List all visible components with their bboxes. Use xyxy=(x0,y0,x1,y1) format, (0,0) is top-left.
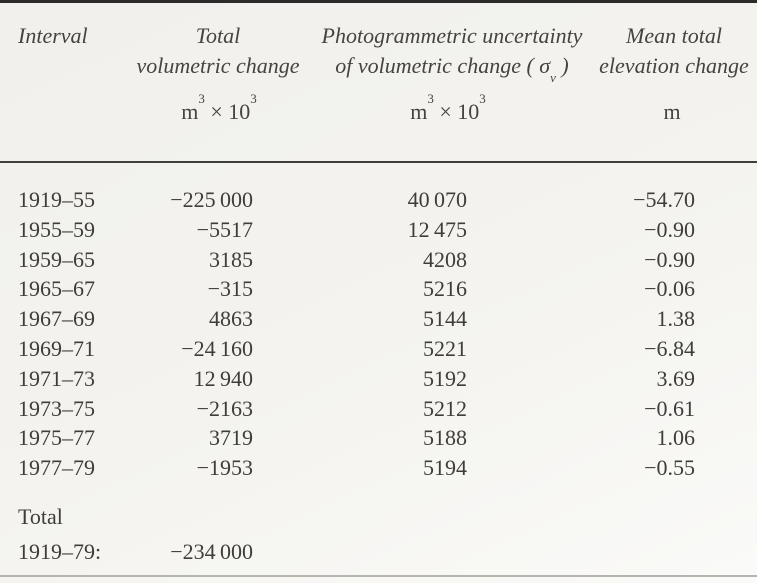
table-row xyxy=(0,215,757,245)
total-volumetric-change-cell: 4863 xyxy=(209,306,253,332)
units-mean-elevation-change: m xyxy=(663,99,681,124)
column-header-interval-label: Interval xyxy=(18,23,88,48)
table-row xyxy=(0,304,757,334)
uncertainty-cell: 5212 xyxy=(423,395,467,421)
elevation-change-cell: −0.55 xyxy=(644,455,695,481)
column-header-interval xyxy=(18,21,88,51)
column-header-total-line2: volumetric change xyxy=(136,53,300,78)
column-header-uncertainty-line2 xyxy=(322,51,583,86)
total-interval-cell: 1919–79: xyxy=(18,539,102,564)
column-header-photogrammetric-uncertainty xyxy=(321,21,583,86)
table-row xyxy=(0,364,757,394)
column-header-mean-total-elevation-change xyxy=(599,21,749,81)
total-volumetric-change-cell: −5517 xyxy=(196,216,253,242)
units-base: m xyxy=(181,99,199,124)
total-volumetric-change-cell: −315 xyxy=(207,276,253,302)
uncertainty-cell: 5144 xyxy=(423,306,467,332)
elevation-change-cell: −0.90 xyxy=(644,246,695,272)
interval-cell: 1959–65 xyxy=(18,246,95,272)
interval-cell: 1971–73 xyxy=(18,365,95,391)
table-row xyxy=(0,423,757,453)
units-total-volumetric-change xyxy=(181,90,257,127)
units-exponent: 3 xyxy=(250,90,257,106)
total-volumetric-change-cell: −24 160 xyxy=(181,335,253,361)
total-volumetric-change-cell: −2163 xyxy=(196,395,253,421)
elevation-change-cell: 1.38 xyxy=(656,306,695,332)
column-header-total-volumetric-change xyxy=(136,21,299,81)
interval-cell: 1965–67 xyxy=(18,276,95,302)
total-volumetric-change-cell: 3719 xyxy=(209,425,253,451)
interval-cell: 1975–77 xyxy=(18,425,95,451)
interval-cell: 1919–55 xyxy=(18,187,95,212)
uncertainty-cell: 5194 xyxy=(423,455,467,481)
table-top-rule xyxy=(0,0,757,3)
elevation-change-cell: −54.70 xyxy=(633,187,695,212)
elevation-change-cell: −0.06 xyxy=(644,276,695,302)
uncertainty-cell: 5221 xyxy=(423,335,467,361)
elevation-change-cell: −6.84 xyxy=(644,335,695,361)
total-volumetric-change-cell: −225 000 xyxy=(170,187,253,212)
table-row xyxy=(0,245,757,275)
total-volumetric-change-cell: −1953 xyxy=(196,455,253,481)
uncertainty-cell: 40 070 xyxy=(407,187,467,212)
uncertainty-cell: 4208 xyxy=(423,246,467,272)
interval-cell: 1977–79 xyxy=(18,455,95,481)
interval-cell: 1973–75 xyxy=(18,395,95,421)
table-row xyxy=(0,394,757,424)
interval-cell: 1955–59 xyxy=(18,216,95,242)
interval-cell: 1967–69 xyxy=(18,306,95,332)
uncertainty-line2-close-paren: ) xyxy=(555,53,569,78)
elevation-change-cell: 1.06 xyxy=(656,425,695,451)
table-row xyxy=(0,334,757,364)
table-body xyxy=(0,185,757,483)
units-exponent: 3 xyxy=(198,90,205,106)
units-photogrammetric-uncertainty xyxy=(410,90,486,127)
elevation-change-cell: −0.90 xyxy=(644,216,695,242)
units-times-ten: × 10 xyxy=(433,99,480,124)
header-divider-rule xyxy=(0,161,757,163)
table-row xyxy=(0,185,757,215)
sigma-v-subscript: v xyxy=(550,70,556,86)
units-exponent: 3 xyxy=(427,90,434,106)
total-label: Total xyxy=(18,504,63,529)
table-bottom-rule xyxy=(0,575,757,577)
elevation-change-cell: 3.69 xyxy=(656,365,695,391)
interval-cell: 1969–71 xyxy=(18,335,95,361)
elevation-change-cell: −0.61 xyxy=(644,395,695,421)
total-row xyxy=(0,537,757,567)
table-row xyxy=(0,274,757,304)
total-volumetric-change-cell: 12 940 xyxy=(193,365,253,391)
units-exponent: 3 xyxy=(479,90,486,106)
column-header-elevation-line1: Mean total xyxy=(626,23,722,48)
uncertainty-cell: 5216 xyxy=(423,276,467,302)
total-value-cell: −234 000 xyxy=(170,539,253,564)
total-volumetric-change-cell: 3185 xyxy=(209,246,253,272)
units-base: m xyxy=(410,99,428,124)
column-header-total-line1: Total xyxy=(195,23,241,48)
uncertainty-line2-text: of volumetric change ( σ xyxy=(335,53,551,78)
units-times-ten: × 10 xyxy=(204,99,251,124)
uncertainty-cell: 12 475 xyxy=(407,216,467,242)
uncertainty-cell: 5192 xyxy=(423,365,467,391)
column-header-elevation-line2: elevation change xyxy=(599,53,749,78)
table-row xyxy=(0,453,757,483)
column-header-uncertainty-line1: Photogrammetric uncertainty xyxy=(321,23,583,48)
uncertainty-cell: 5188 xyxy=(423,425,467,451)
